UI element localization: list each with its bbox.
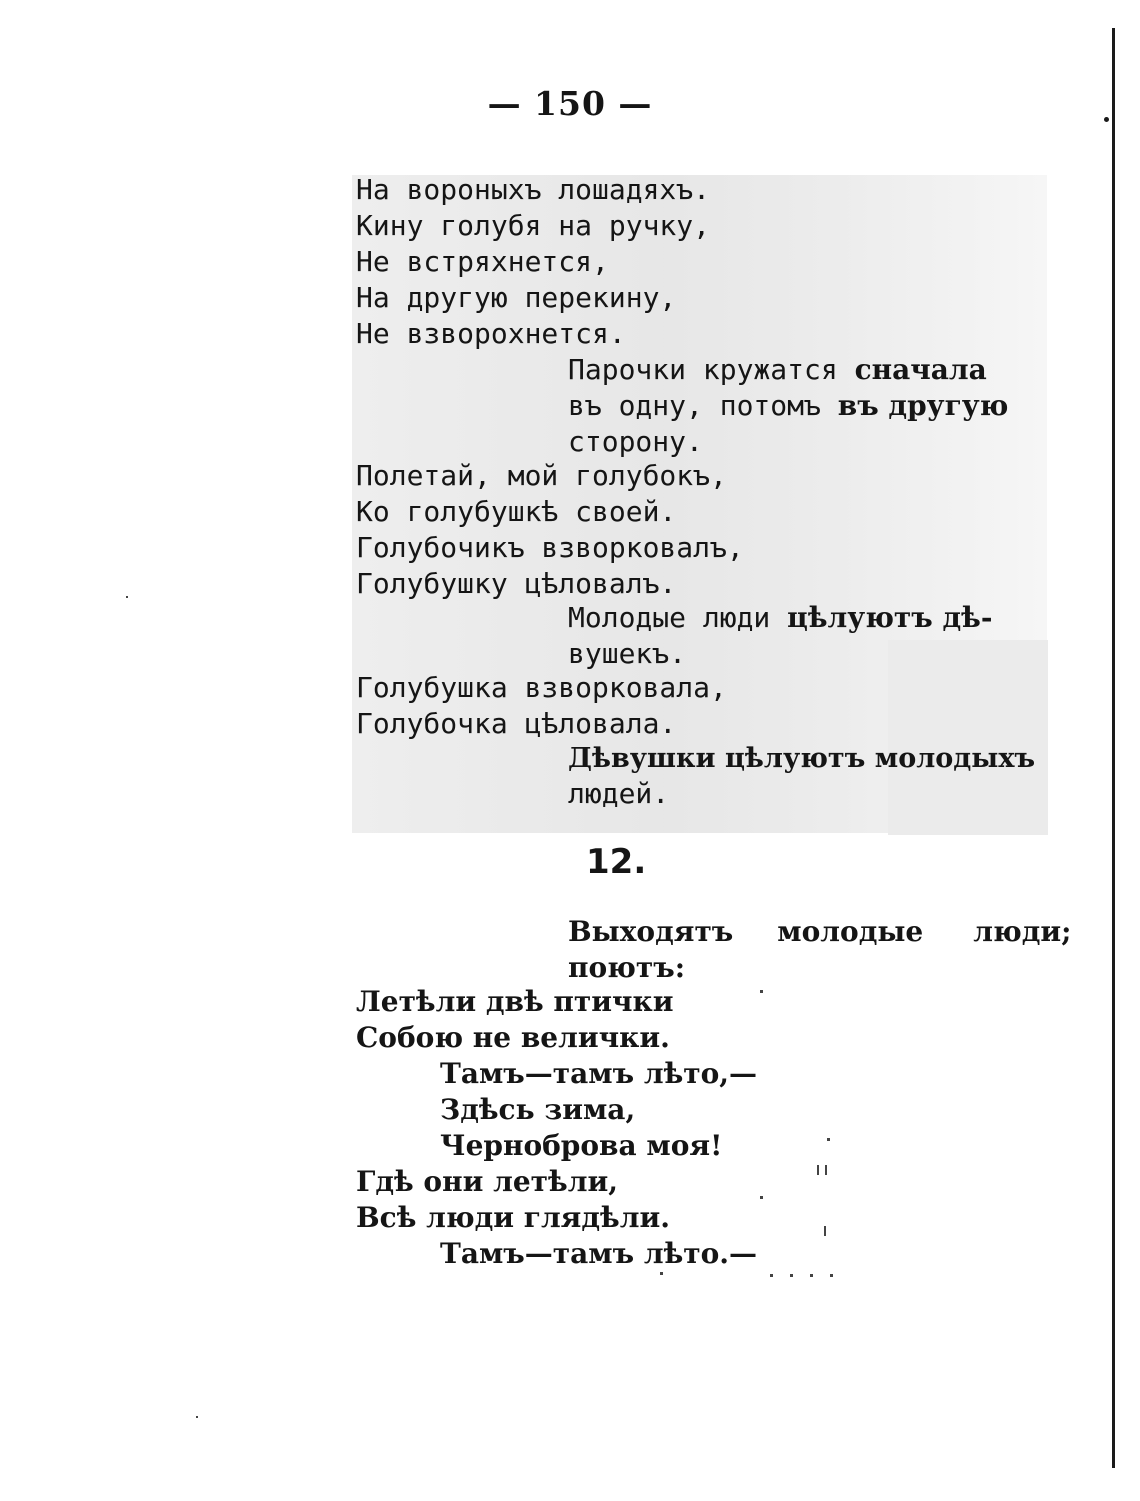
song-line-refrain: Черноброва моя! [440,1129,723,1162]
print-speck [760,990,763,993]
print-speck [824,1226,826,1236]
verse-line: Не взворохнется. [356,317,626,350]
song-line-refrain: Тамъ—тамъ лѣто,— [440,1057,758,1090]
verse-line: Ко голубушкѣ своей. [356,495,677,528]
verse-line: Голубушку цѣловалъ. [356,567,677,600]
stage-direction [568,914,1071,950]
stage-direction [568,388,1008,424]
verse-line: На другую перекину, [356,281,677,314]
bleed-through-shading-right [888,640,1048,835]
song-line: Всѣ люди глядѣли. [356,1201,670,1234]
stage-direction [568,352,987,388]
stage-direction: вушекъ. [568,637,687,670]
direction-text-bold: цѣлуютъ дѣ- [787,601,993,634]
page-number: — 150 — [487,84,653,123]
direction-text-bold: въ другую [837,389,1009,422]
verse-line: Кину голубя на ручку, [356,209,711,242]
print-speck [770,1274,773,1277]
direction-text: Молодые люди [568,601,771,634]
song-line-refrain: Тамъ—тамъ лѣто.— [440,1237,758,1270]
verse-line: Не встряхнется, [356,245,609,278]
stage-direction: поютъ: [568,951,686,984]
print-speck [830,1274,833,1277]
print-speck [760,1196,763,1199]
verse-line: На вороныхъ лошадяхъ. [356,173,711,206]
song-line-refrain: Здѣсь зима, [440,1093,636,1126]
song-line: Собою не велички. [356,1021,670,1054]
verse-line: Голубочка цѣловала. [356,707,677,740]
print-speck [827,1138,830,1141]
section-number: 12. [586,842,647,882]
direction-text: Парочки кружатся [568,353,838,386]
print-speck [817,1165,819,1175]
page-edge-rule [1112,28,1115,1468]
verse-line: Полетай, мой голубокъ, [356,459,727,492]
direction-word: Выходятъ [568,915,734,948]
stage-direction [568,600,992,636]
direction-text-bold: сначала [854,353,987,386]
direction-word: люди; [973,915,1072,948]
print-speck [660,1272,663,1275]
verse-line: Голубушка взворковала, [356,671,727,704]
verse-line: Голубочикъ взворковалъ, [356,531,744,564]
print-speck [126,596,128,598]
print-speck [825,1165,827,1175]
print-speck [810,1274,813,1277]
song-line: Гдѣ они летѣли, [356,1165,618,1198]
print-speck [196,1416,198,1418]
direction-word: молодые [777,915,924,948]
stage-direction: людей. [568,777,670,810]
print-speck [790,1274,793,1277]
song-line: Летѣли двѣ птички [356,985,674,1018]
stage-direction: сторону. [568,425,703,458]
direction-text: въ одну, потомъ [568,389,821,422]
stage-direction: Дѣвушки цѣлуютъ молодыхъ [568,743,1036,774]
